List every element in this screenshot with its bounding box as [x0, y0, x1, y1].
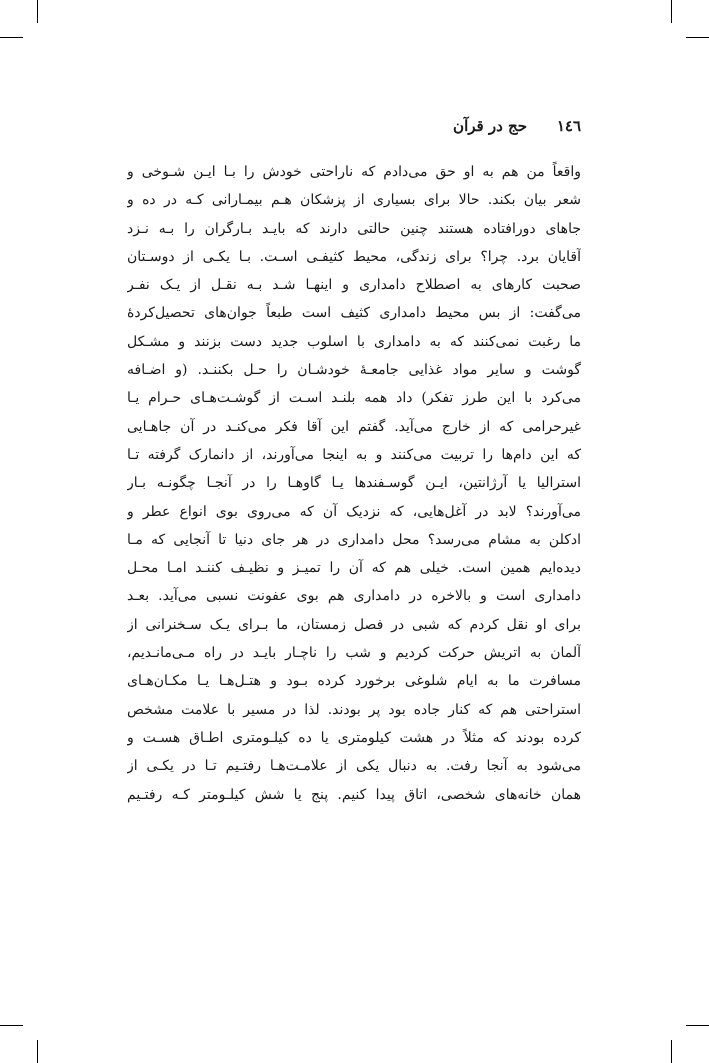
text-line: کرده بودند که مثلاً در هشت کیلومتری یا ده کیلـومتری اطـاق هسـت و [127, 729, 581, 746]
crop-mark-bottom-left-vertical [37, 1040, 38, 1063]
text-line: گوشت و سایر مواد غذایی جامعـهٔ خودشـان را حـل بکننـد. (و اضـافه [127, 362, 581, 379]
crop-mark-top-right-horizontal [686, 37, 709, 38]
text-line: استرالیا یا آرژانتین، ایـن گوسـفندها یـا گاوهـا را در آنجـا چگونـه بـار [127, 475, 581, 492]
text-line: استراحتی هم که کنار جاده بود پر بودند. لذا در مسیر با علامت مشخص [127, 701, 581, 718]
text-line: همان خانه‌های شخصی، اتاق پیدا کنیم. پنج یا شش کیلـومتر کـه رفتـیم [127, 786, 581, 803]
crop-mark-bottom-right-vertical [671, 1040, 672, 1063]
text-line: ما رغبت نمی‌کنند که به دامداری با اسلوب جدید دست بزنند و مشـکل [127, 333, 581, 350]
text-line: مسافرت ما به ایام شلوغی برخورد کرده بـود و هتـل‌هـا یـا مکـان‌هـای [127, 673, 581, 690]
page-number: ١٤٦ [556, 117, 581, 135]
text-line: آقایان برد. چرا؟ برای زندگی، محیط کثیفـی اسـت. بـا یکـی از دوسـتان [127, 248, 581, 265]
text-line: صحبت کارهای به اصطلاح دامداری و اینهـا شـد بـه نقـل از یـک نفـر [127, 277, 581, 294]
crop-mark-top-left-horizontal [0, 37, 23, 38]
body-text [127, 158, 581, 809]
text-line: غیرحرامی که از خارج می‌آید. گفتم این آقا فکر می‌کنـد در آن جاهـایی [127, 418, 581, 435]
text-line: دیده‌ایم همین است. خیلی هم که آن را تمیـز و نظیـف کننـد امـا محـل [127, 560, 581, 577]
book-title: حج در قرآن [453, 117, 527, 135]
text-line: جاهای دورافتاده هستند چنین حالتی دارند که بایـد بـارگران را بـه نـزد [127, 220, 581, 237]
text-line: واقعاً من هم به او حق می‌دادم که ناراحتی خودش را بـا ایـن شـوخی و [127, 164, 581, 180]
text-line: می‌گفت: از بس محیط دامداری کثیف است طبعاً جوان‌های تحصیل‌کردهٔ [127, 305, 581, 322]
running-head [127, 114, 581, 138]
text-line: می‌آورند؟ لابد در آغل‌هایی، که نزدیک آن که می‌روی بوی انواع عطر و [127, 503, 581, 520]
text-line: برای او نقل کردم که شبی در فصل زمستان، ما بـرای یـک سـخنرانی از [127, 616, 581, 633]
crop-mark-top-right-vertical [671, 0, 672, 23]
crop-mark-bottom-right-horizontal [686, 1025, 709, 1026]
crop-mark-top-left-vertical [37, 0, 38, 23]
text-line: می‌کرد با این طرز تفکر) داد همه بلنـد اسـت از گوشـت‌هـای حـرام یـا [127, 390, 581, 407]
text-line: دامداری است و بالاخره در دامداری هم بوی عفونت نسبی می‌آید. بعـد [127, 588, 581, 605]
text-line: ادکلن به مشام می‌رسد؟ محل دامداری در هر جای دنیا تا آنجایی که مـا [127, 531, 581, 548]
text-line: می‌شود به آنجا رفت. به دنبال یکی از علامـت‌هـا رفتـیم تـا در یکـی از [127, 758, 581, 775]
text-line: آلمان به اتریش حرکت کردیم و شب را ناچـار بایـد در راه مـی‌مانـدیم، [127, 645, 581, 662]
text-line: که این دام‌ها را تربیت می‌کنند و به اینجا می‌آورند، از دانمارک گرفته تـا [127, 446, 581, 463]
crop-mark-bottom-left-horizontal [0, 1025, 23, 1026]
text-line: شعر بیان بکند. حالا برای بسیاری از پزشکان هـم بیمـارانی کـه در ده و [127, 192, 581, 209]
